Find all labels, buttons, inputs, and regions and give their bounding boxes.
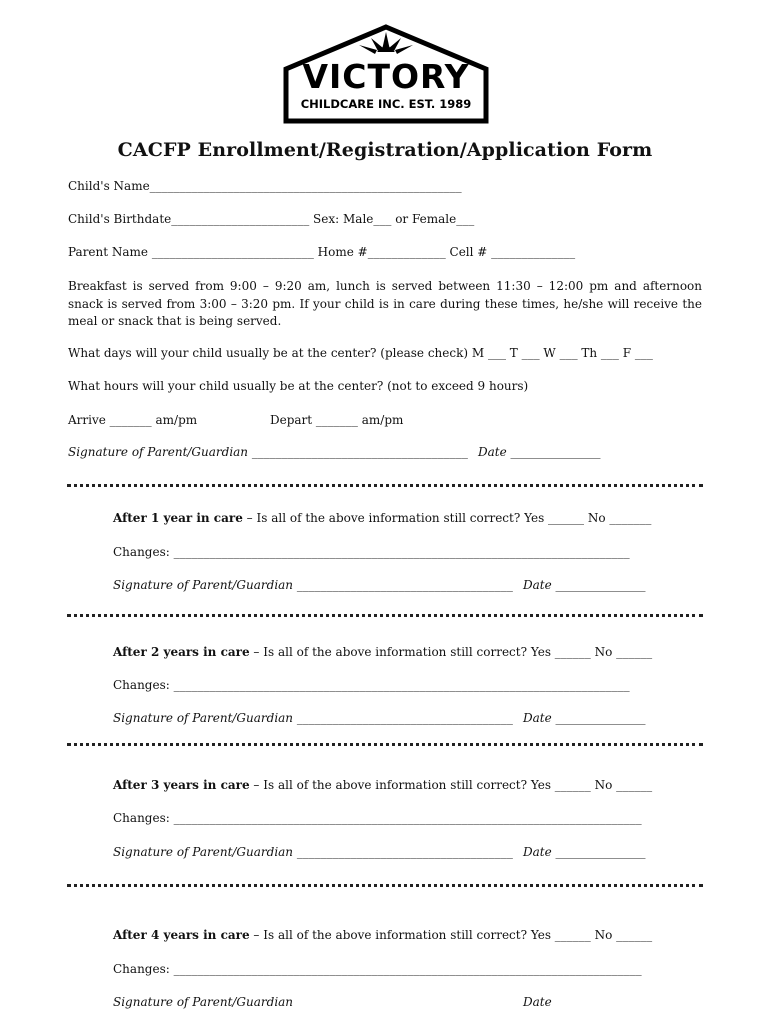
logo-tagline: CHILDCARE INC. EST. 1989 (300, 97, 472, 111)
parent-phone-field[interactable]: Parent Name ___________________________ Home #_____________ Cell # ______________ (68, 245, 576, 259)
date-field[interactable]: Date _______________ (478, 445, 601, 459)
renewal-4-question[interactable] (113, 928, 652, 942)
renewal-question: – Is all of the above information still correct? Yes ______ No _______ (242, 511, 652, 525)
renewal-question: – Is all of the above information still correct? Yes ______ No ______ (249, 645, 653, 659)
renewal-heading: After 4 years in care (113, 928, 250, 942)
renewal-3-changes[interactable]: Changes: ______________________________________________________________________________ (113, 811, 642, 825)
depart-field[interactable]: Depart _______ am/pm (270, 413, 404, 427)
renewal-question: – Is all of the above information still correct? Yes ______ No ______ (249, 928, 653, 942)
renewal-1-signature[interactable]: Signature of Parent/Guardian ____________________________________ (113, 578, 513, 592)
renewal-question: – Is all of the above information still correct? Yes ______ No ______ (249, 778, 653, 792)
signature-field[interactable]: Signature of Parent/Guardian ____________________________________ (68, 445, 468, 459)
dotted-divider (67, 743, 703, 746)
renewal-2-changes[interactable]: Changes: ____________________________________________________________________________ (113, 678, 630, 692)
renewal-2-signature[interactable]: Signature of Parent/Guardian ____________________________________ (113, 711, 513, 725)
dotted-divider (67, 484, 703, 487)
renewal-3-date[interactable]: Date _______________ (523, 845, 646, 859)
hours-question: What hours will your child usually be at the center? (not to exceed 9 hours) (68, 379, 529, 393)
renewal-2-question[interactable] (113, 645, 652, 659)
renewal-4-changes[interactable]: Changes: ______________________________________________________________________________ (113, 962, 642, 976)
dotted-divider (67, 884, 703, 887)
renewal-4-date[interactable]: Date (523, 995, 552, 1009)
renewal-1-question[interactable] (113, 511, 651, 525)
renewal-3-question[interactable] (113, 778, 652, 792)
renewal-heading: After 3 years in care (113, 778, 250, 792)
renewal-3-signature[interactable]: Signature of Parent/Guardian ____________________________________ (113, 845, 513, 859)
child-name-field[interactable]: Child's Name____________________________________________________ (68, 179, 462, 193)
days-field[interactable]: What days will your child usually be at the center? (please check) M ___ T ___ W ___ Th ___ F ___ (68, 346, 653, 360)
renewal-heading: After 1 year in care (113, 511, 243, 525)
dotted-divider (67, 614, 703, 617)
birthdate-sex-field[interactable]: Child's Birthdate_______________________ Sex: Male___ or Female___ (68, 212, 475, 226)
renewal-heading: After 2 years in care (113, 645, 250, 659)
renewal-4-signature[interactable]: Signature of Parent/Guardian (113, 995, 294, 1009)
arrive-field[interactable]: Arrive _______ am/pm (68, 413, 198, 427)
renewal-1-changes[interactable]: Changes: ____________________________________________________________________________ (113, 545, 630, 559)
meal-times-paragraph: Breakfast is served from 9:00 – 9:20 am, lunch is served between 11:30 – 12:00 pm and afternoon snack is served from 3:00 – 3:20 pm. If your child is in care during these times, he/she will receive the meal or snack that is being served. (68, 279, 702, 328)
page-title: CACFP Enrollment/Registration/Application Form (117, 139, 653, 161)
renewal-1-date[interactable]: Date _______________ (523, 578, 646, 592)
renewal-2-date[interactable]: Date _______________ (523, 711, 646, 725)
logo-name: VICTORY (302, 57, 470, 96)
victory-logo (283, 24, 489, 124)
